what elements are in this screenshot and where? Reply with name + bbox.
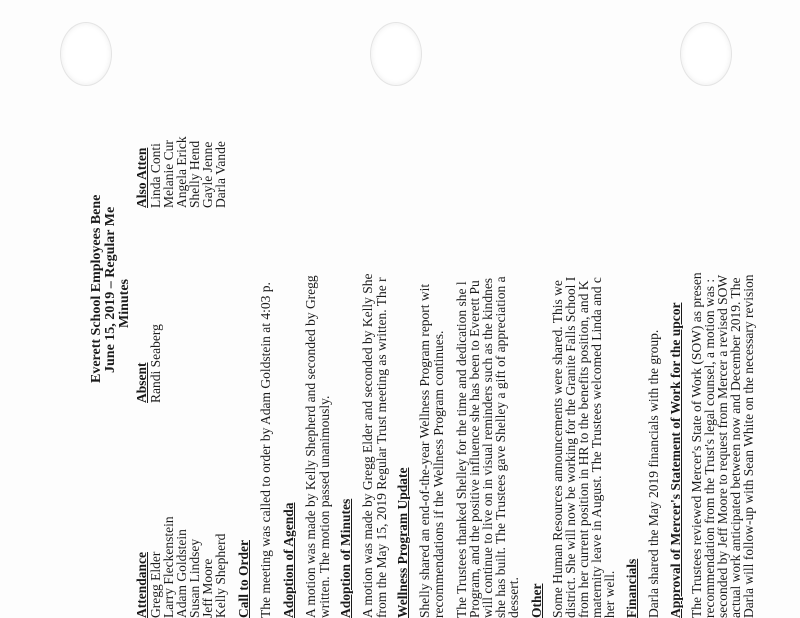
paragraph-line: The Trustees thanked Shelley for the time and dedication she l <box>454 281 469 618</box>
paragraph-line: district. She will now be working for the Granite Falls School I <box>563 276 578 618</box>
paragraph-line: Some Human Resources announcements were shared. This we <box>550 280 565 618</box>
paragraph-line: her well. <box>602 570 617 618</box>
section-heading: Adoption of Agenda <box>281 502 296 618</box>
absentee: Randi Seaberg <box>148 324 163 403</box>
paragraph-line: will continue to live on in visual reminders such as the kindnes <box>480 277 495 618</box>
also-attending-heading: Also Atten <box>134 147 149 208</box>
section-heading: Adoption of Minutes <box>338 498 353 618</box>
paragraph-line: Shelly shared an end-of-the-year Wellness Program report wit <box>417 283 432 618</box>
paragraph-line: The meeting was called to order by Adam Goldstein at 4:03 p. <box>258 282 273 618</box>
paragraph-line: recommendations if the Wellness Program continues. <box>431 330 446 618</box>
paragraph-line: Program, and the positive influence she has been to Everett Pu <box>467 280 482 618</box>
also-attending-name: Linda Conti <box>148 143 163 208</box>
also-attending-name: Melanie Cur <box>161 140 176 208</box>
attendance-heading: Attendance <box>134 552 149 618</box>
attendee: Adam Goldstein <box>174 529 189 618</box>
doc-date: June 15, 2019 – Regular Me <box>103 206 118 373</box>
absent-heading: Absent <box>134 362 149 403</box>
paragraph-line: dessert. <box>506 577 521 618</box>
section-heading: Other <box>529 583 544 618</box>
section-heading: Wellness Program Update <box>395 467 410 618</box>
attendee: Jeff Moore <box>200 558 215 618</box>
paragraph-line: recommendation from the Trust's legal counsel, a motion was : <box>702 278 717 618</box>
also-attending-name: Darla Vande <box>213 141 228 208</box>
attendee: Gregg Elder <box>148 551 163 618</box>
paragraph-line: A motion was made by Gregg Elder and seconded by Kelly She <box>360 273 375 618</box>
also-attending-name: Shelly Hend <box>187 140 202 208</box>
paragraph-line: The Trustees reviewed Mercer's State of Work (SOW) as presen <box>689 272 704 618</box>
section-heading: Call to Order <box>236 540 251 618</box>
rotated-page-content <box>89 0 756 618</box>
doc-subtitle: Minutes <box>117 279 132 328</box>
paragraph-line: she has built. The Trustees gave Shelley a gift of appreciation a <box>493 276 508 618</box>
paragraph-line: Darla shared the May 2019 financials with the group. <box>646 329 661 618</box>
also-attending-name: Gayle Jenne <box>200 141 215 208</box>
also-attending-name: Angela Erick <box>174 136 189 208</box>
paragraph-line: Darla will follow-up with Sean White on the necessary revision <box>741 274 756 618</box>
section-heading: Financials <box>624 558 639 618</box>
paragraph-line: seconded by Jeff Moore to request from Mercer a revised SOW <box>715 274 730 618</box>
paragraph-line: from her current position in HR to the benefits position, and K <box>576 280 591 618</box>
doc-title: Everett School Employees Bene <box>89 194 104 383</box>
paragraph-line: A motion was made by Kelly Shepherd and seconded by Gregg <box>303 275 318 618</box>
attendee: Susan Lindsey <box>187 538 202 618</box>
paragraph-line: maternity leave in August. The Trustees welcomed Linda and c <box>589 277 604 618</box>
section-heading: Approval of Mercer's Statement of Work for the upcor <box>668 302 683 618</box>
attendee: Kelly Shepherd <box>213 533 228 618</box>
paragraph-line: from the May 15, 2019 Regular Trust meeting as written. The r <box>374 277 389 618</box>
paragraph-line: written. The motion passed unanimously. <box>317 395 332 618</box>
attendee: Larry Fleckenstein <box>161 516 176 618</box>
paragraph-line: actual work anticipated between now and December 2019. The <box>728 277 743 618</box>
